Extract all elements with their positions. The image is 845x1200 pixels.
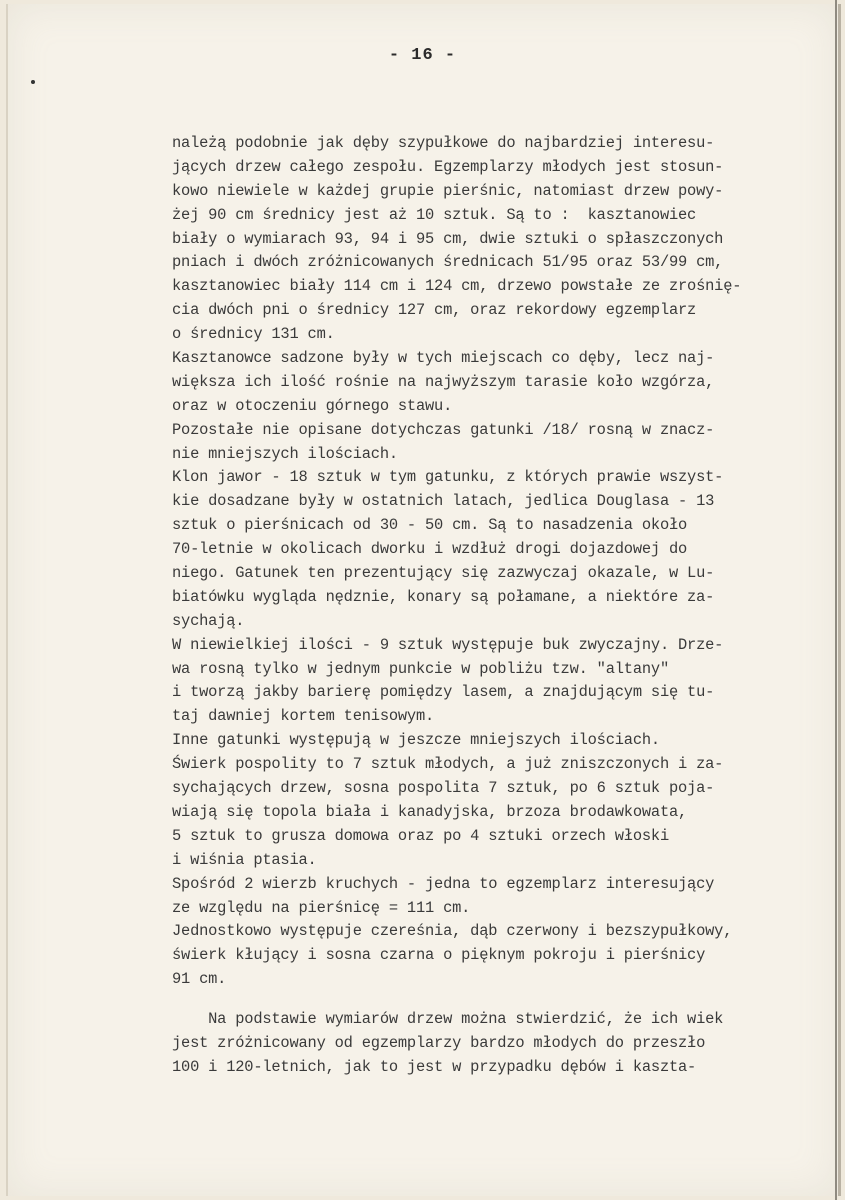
text-line: większa ich ilość rośnie na najwyższym tarasie koło wzgórza, [172,372,715,391]
text-line: ze względu na pierśnicę = 111 cm. [172,898,471,917]
text-line: jących drzew całego zespołu. Egzemplarzy młodych jest stosun- [172,157,724,176]
text-line: należą podobnie jak dęby szypułkowe do najbardziej interesu- [172,134,715,152]
text-line: Kasztanowce sadzone były w tych miejscach co dęby, lecz naj- [172,349,715,368]
text-line: o średnicy 131 cm. [172,325,335,344]
text-line: Na podstawie wymiarów drzew można stwierdzić, że ich wiek [172,1010,724,1029]
text-line: kie dosadzane były w ostatnich latach, jedlica Douglasa - 13 [172,492,715,511]
text-line: oraz w otoczeniu górnego stawu. [172,396,453,415]
text-line: taj dawniej kortem tenisowym. [172,707,435,726]
text-line: sychających drzew, sosna pospolita 7 sztuk, po 6 sztuk poja- [172,779,715,798]
text-line: Pozostałe nie opisane dotychczas gatunki /18/ rosną w znacz- [172,420,715,439]
text-line: Klon jawor - 18 sztuk w tym gatunku, z których prawie wszyst- [172,468,724,487]
text-line: i tworzą jakby barierę pomiędzy lasem, a znajdującym się tu- [172,683,715,702]
text-line: pniach i dwóch zróżnicowanych średnicach 51/95 oraz 53/99 cm, [172,253,724,272]
text-line: W niewielkiej ilości - 9 sztuk występuje buk zwyczajny. Drze- [172,635,724,654]
paragraph-gap [172,992,822,1008]
text-line: 100 i 120-letnich, jak to jest w przypadku dębów i kaszta- [172,1057,697,1076]
text-line: sychają. [172,611,245,630]
text-line: wiają się topola biała i kanadyjska, brzoza brodawkowata, [172,802,688,821]
text-line: Inne gatunki występują w jeszcze mniejszych ilościach. [172,731,660,750]
text-line: Jednostkowo występuje czereśnia, dąb czerwony i bezszypułkowy, [172,922,733,941]
text-line: 91 cm. [172,970,227,989]
text-line: kasztanowiec biały 114 cm i 124 cm, drzewo powstałe ze zrośnię- [172,277,742,296]
body-text [172,132,822,1080]
page-edge-line [835,0,837,1200]
text-line: sztuk o pierśnicach od 30 - 50 cm. Są to nasadzenia około [172,516,688,535]
text-line: kowo niewiele w każdej grupie pierśnic, natomiast drzew powy- [172,181,724,200]
text-line: Spośród 2 wierzb kruchych - jedna to egzemplarz interesujący [172,874,715,893]
text-line: biatówku wygląda nędznie, konary są połamane, a niektóre za- [172,587,715,606]
punch-hole-mark [31,80,35,84]
text-line: niego. Gatunek ten prezentujący się zazwyczaj okazale, w Lu- [172,564,715,583]
page-number: - 16 - [388,46,457,65]
text-line: jest zróżnicowany od egzemplarzy bardzo młodych do przeszło [172,1033,706,1052]
text-line: Świerk pospolity to 7 sztuk młodych, a już zniszczonych i za- [172,755,724,774]
text-line: biały o wymiarach 93, 94 i 95 cm, dwie sztuki o spłaszczonych [172,229,724,248]
text-line: świerk kłujący i sosna czarna o pięknym pokroju i pierśnicy [172,946,706,965]
text-line: cia dwóch pni o średnicy 127 cm, oraz rekordowy egzemplarz [172,301,697,320]
text-line: 5 sztuk to grusza domowa oraz po 4 sztuki orzech włoski [172,826,669,845]
text-line: 70-letnie w okolicach dworku i wzdłuż drogi dojazdowej do [172,540,688,559]
text-line: wa rosną tylko w jednym punkcie w pobliżu tzw. "altany" [172,659,669,678]
text-line: nie mniejszych ilościach. [172,444,398,463]
text-line: i wiśnia ptasia. [172,850,317,869]
text-line: żej 90 cm średnicy jest aż 10 sztuk. Są to : kasztanowiec [172,205,697,224]
